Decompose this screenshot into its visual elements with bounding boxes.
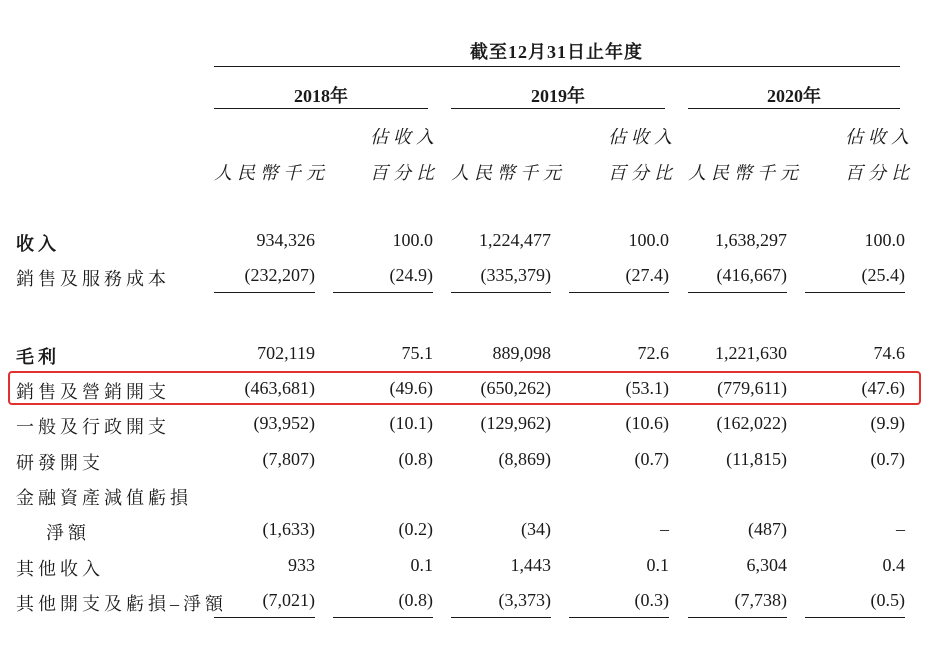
subtotal-rule bbox=[805, 617, 905, 618]
cost-of-sales-2020-rmb: (416,667) bbox=[716, 265, 787, 285]
other-expenses-2019-pct: (0.3) bbox=[634, 590, 669, 610]
cost-of-sales-2018-rmb: (232,207) bbox=[244, 265, 315, 285]
other-expenses-2020-rmb: (7,738) bbox=[734, 590, 787, 610]
revenue-2018-rmb: 934,326 bbox=[256, 230, 315, 250]
general-admin-2019-rmb: (129,962) bbox=[480, 413, 551, 433]
cost-of-sales-2020-pct: (25.4) bbox=[861, 265, 905, 285]
rnd-2020-rmb: (11,815) bbox=[726, 449, 787, 469]
pct-header-2018-line2: 百分比 bbox=[370, 163, 439, 183]
impairment-2019-pct: – bbox=[660, 519, 669, 539]
revenue-2020-rmb: 1,638,297 bbox=[715, 230, 787, 250]
rmb-header-2018: 人民幣千元 bbox=[214, 163, 329, 183]
revenue-2019-pct: 100.0 bbox=[628, 230, 669, 250]
selling-marketing-2020-pct: (47.6) bbox=[861, 378, 905, 398]
other-income-2019-rmb: 1,443 bbox=[510, 555, 551, 575]
year-2018: 2018年 bbox=[294, 86, 348, 106]
gross-profit-2019-pct: 72.6 bbox=[637, 343, 669, 363]
subtotal-rule bbox=[805, 292, 905, 293]
other-income-2020-pct: 0.4 bbox=[882, 555, 905, 575]
selling-marketing-2019-rmb: (650,262) bbox=[480, 378, 551, 398]
cost-of-sales-2019-rmb: (335,379) bbox=[480, 265, 551, 285]
gross-profit-2018-rmb: 702,119 bbox=[257, 343, 315, 363]
impairment-2018-pct: (0.2) bbox=[398, 519, 433, 539]
header-rule bbox=[214, 66, 900, 67]
selling-marketing-2020-rmb: (779,611) bbox=[717, 378, 787, 398]
pct-header-2018-line1: 佔收入 bbox=[370, 127, 439, 147]
subtotal-rule bbox=[688, 617, 787, 618]
general-admin-2020-rmb: (162,022) bbox=[716, 413, 787, 433]
row-label-rnd: 研發開支 bbox=[16, 453, 104, 473]
rnd-2018-rmb: (7,807) bbox=[262, 449, 315, 469]
year-rule-2018 bbox=[214, 108, 428, 109]
row-label-other-expenses: 其他開支及虧損–淨額 bbox=[16, 594, 227, 614]
other-expenses-2020-pct: (0.5) bbox=[870, 590, 905, 610]
pct-header-2019-line2: 百分比 bbox=[608, 163, 677, 183]
general-admin-2020-pct: (9.9) bbox=[870, 413, 905, 433]
general-admin-2019-pct: (10.6) bbox=[625, 413, 669, 433]
year-rule-2019 bbox=[451, 108, 665, 109]
subtotal-rule bbox=[451, 617, 551, 618]
subtotal-rule bbox=[569, 617, 669, 618]
other-expenses-2018-rmb: (7,021) bbox=[262, 590, 315, 610]
pct-header-2019-line1: 佔收入 bbox=[608, 127, 677, 147]
selling-marketing-2018-pct: (49.6) bbox=[389, 378, 433, 398]
row-label-gross-profit: 毛利 bbox=[16, 347, 60, 367]
row-label-impairment: 金融資產減值虧損 bbox=[16, 488, 192, 508]
row-label-selling-marketing: 銷售及營銷開支 bbox=[16, 382, 170, 402]
subtotal-rule bbox=[451, 292, 551, 293]
revenue-2018-pct: 100.0 bbox=[392, 230, 433, 250]
pct-header-2020-line1: 佔收入 bbox=[845, 127, 914, 147]
rmb-header-2019: 人民幣千元 bbox=[451, 163, 566, 183]
rnd-2019-pct: (0.7) bbox=[634, 449, 669, 469]
selling-marketing-2018-rmb: (463,681) bbox=[244, 378, 315, 398]
impairment-2019-rmb: (34) bbox=[521, 519, 551, 539]
revenue-2020-pct: 100.0 bbox=[864, 230, 905, 250]
year-rule-2020 bbox=[688, 108, 900, 109]
gross-profit-2020-pct: 74.6 bbox=[873, 343, 905, 363]
subtotal-rule bbox=[333, 617, 433, 618]
revenue-2019-rmb: 1,224,477 bbox=[479, 230, 551, 250]
subtotal-rule bbox=[569, 292, 669, 293]
year-2019: 2019年 bbox=[531, 86, 585, 106]
gross-profit-2019-rmb: 889,098 bbox=[492, 343, 551, 363]
gross-profit-2020-rmb: 1,221,630 bbox=[715, 343, 787, 363]
rnd-2019-rmb: (8,869) bbox=[498, 449, 551, 469]
gross-profit-2018-pct: 75.1 bbox=[401, 343, 433, 363]
row-label-other-income: 其他收入 bbox=[16, 559, 104, 579]
other-income-2018-rmb: 933 bbox=[288, 555, 315, 575]
row-label-impairment-net: 淨額 bbox=[46, 523, 90, 543]
row-label-general-admin: 一般及行政開支 bbox=[16, 417, 170, 437]
subtotal-rule bbox=[214, 617, 315, 618]
rnd-2020-pct: (0.7) bbox=[870, 449, 905, 469]
cost-of-sales-2018-pct: (24.9) bbox=[389, 265, 433, 285]
other-income-2018-pct: 0.1 bbox=[410, 555, 433, 575]
impairment-2020-rmb: (487) bbox=[748, 519, 787, 539]
pct-header-2020-line2: 百分比 bbox=[845, 163, 914, 183]
impairment-2018-rmb: (1,633) bbox=[262, 519, 315, 539]
row-label-revenue: 收入 bbox=[16, 234, 60, 254]
row-label-cost-of-sales: 銷售及服務成本 bbox=[16, 269, 170, 289]
other-expenses-2019-rmb: (3,373) bbox=[498, 590, 551, 610]
selling-marketing-2019-pct: (53.1) bbox=[625, 378, 669, 398]
subtotal-rule bbox=[333, 292, 433, 293]
rmb-header-2020: 人民幣千元 bbox=[688, 163, 803, 183]
subtotal-rule bbox=[688, 292, 787, 293]
year-2020: 2020年 bbox=[767, 86, 821, 106]
impairment-2020-pct: – bbox=[896, 519, 905, 539]
other-income-2020-rmb: 6,304 bbox=[746, 555, 787, 575]
rnd-2018-pct: (0.8) bbox=[398, 449, 433, 469]
general-admin-2018-rmb: (93,952) bbox=[253, 413, 315, 433]
cost-of-sales-2019-pct: (27.4) bbox=[625, 265, 669, 285]
period-title: 截至12月31日止年度 bbox=[470, 42, 643, 62]
general-admin-2018-pct: (10.1) bbox=[389, 413, 433, 433]
other-expenses-2018-pct: (0.8) bbox=[398, 590, 433, 610]
other-income-2019-pct: 0.1 bbox=[646, 555, 669, 575]
subtotal-rule bbox=[214, 292, 315, 293]
